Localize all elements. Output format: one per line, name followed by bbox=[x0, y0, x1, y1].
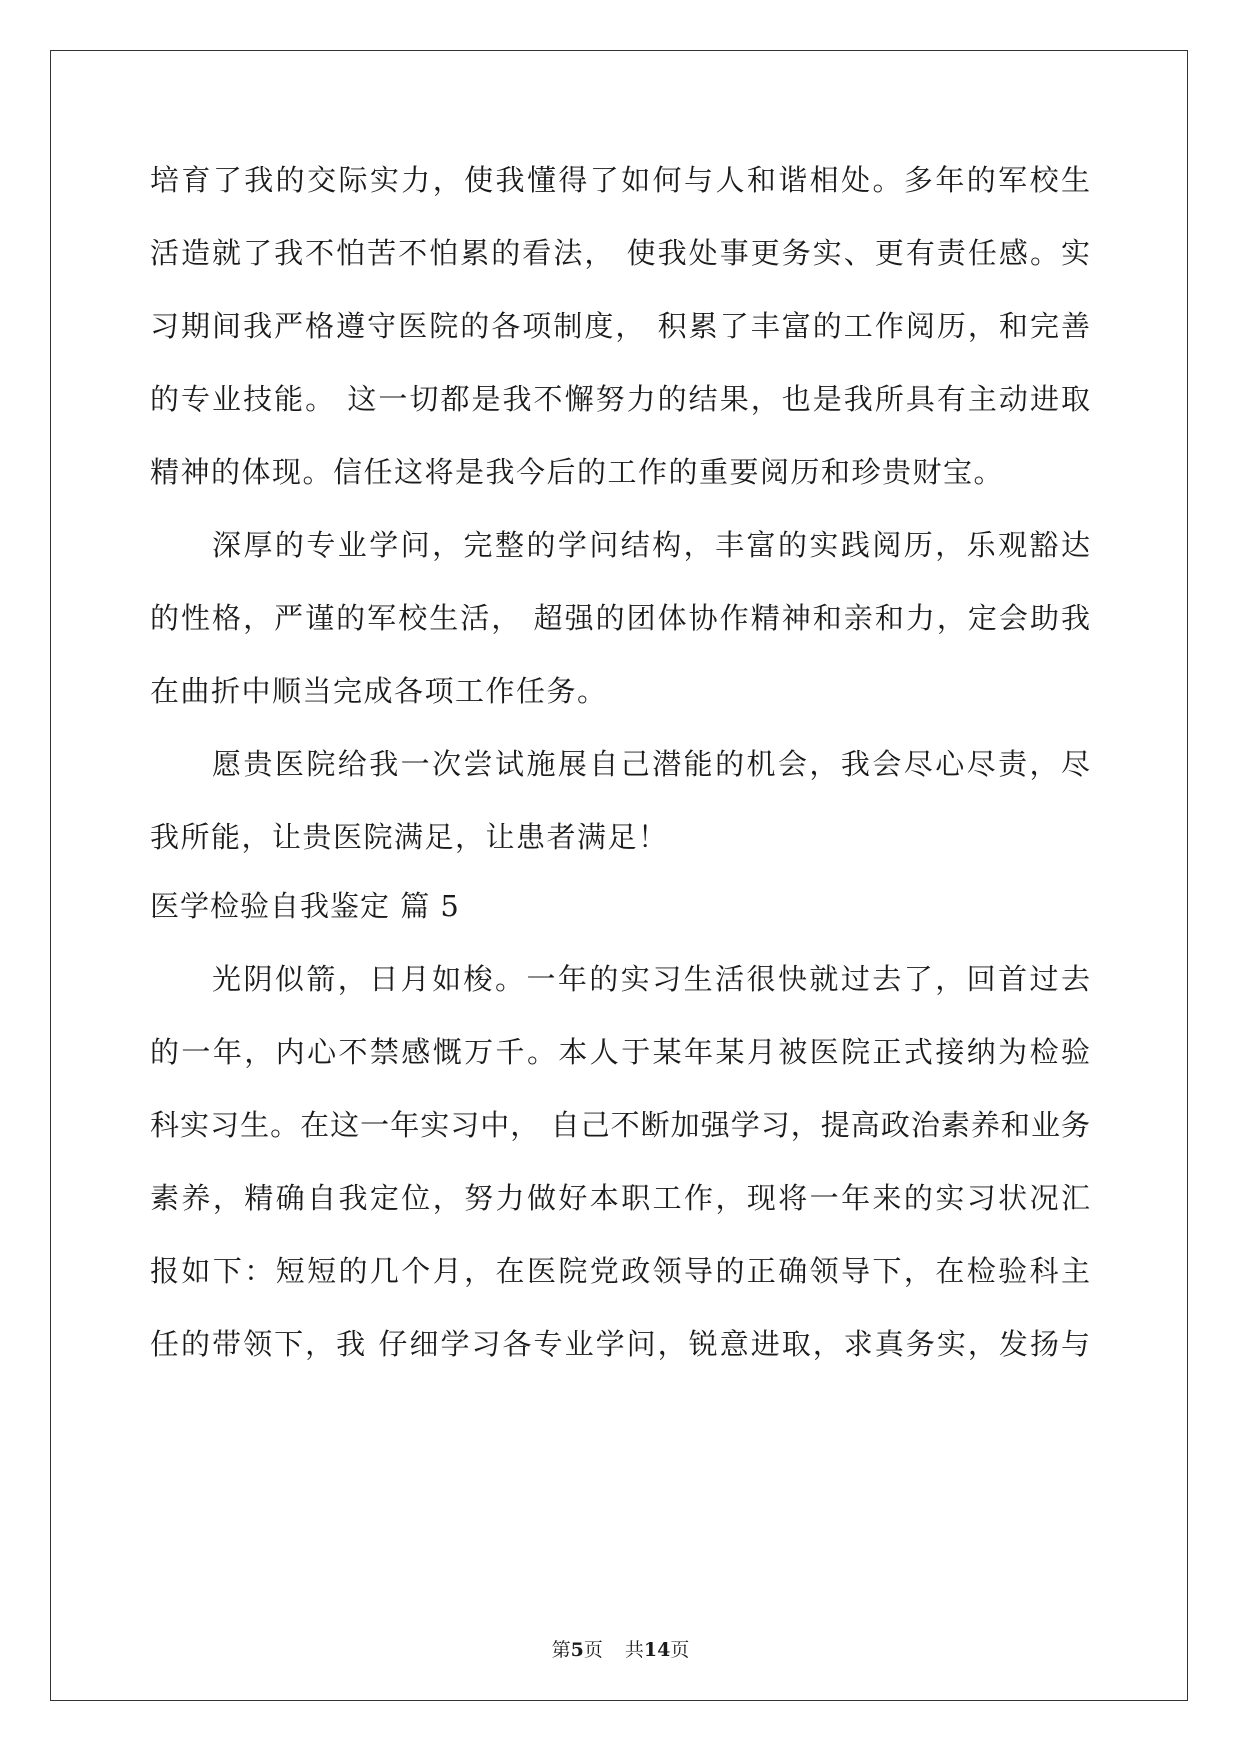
paragraph-line: 的专业技能。 这一切都是我不懈努力的结果，也是我所具有主动进取 bbox=[150, 382, 1090, 416]
paragraph-line: 习期间我严格遵守医院的各项制度， 积累了丰富的工作阅历，和完善 bbox=[150, 309, 1090, 343]
paragraph-line: 的一年，内心不禁感慨万千。本人于某年某月被医院正式接纳为检验 bbox=[150, 1035, 1090, 1069]
paragraph-line: 的性格，严谨的军校生活， 超强的团体协作精神和亲和力，定会助我 bbox=[150, 601, 1090, 635]
page-footer bbox=[0, 1638, 1241, 1662]
paragraph-line: 活造就了我不怕苦不怕累的看法， 使我处事更务实、更有责任感。实 bbox=[150, 236, 1090, 270]
total-prefix: 共 bbox=[624, 1639, 644, 1661]
page-suffix: 页 bbox=[583, 1639, 603, 1661]
paragraph-line: 培育了我的交际实力，使我懂得了如何与人和谐相处。多年的军校生 bbox=[150, 163, 1090, 197]
section-heading: 医学检验自我鉴定 篇 5 bbox=[150, 889, 460, 923]
paragraph-line: 我所能，让贵医院满足，让患者满足！ bbox=[150, 820, 669, 854]
page-prefix: 第 bbox=[551, 1639, 571, 1661]
paragraph-line: 光阴似箭，日月如梭。一年的实习生活很快就过去了，回首过去 bbox=[212, 962, 1090, 996]
total-pages: 14 bbox=[643, 1639, 671, 1661]
paragraph-line: 精神的体现。信任这将是我今后的工作的重要阅历和珍贵财宝。 bbox=[150, 455, 1005, 489]
paragraph-line: 素养，精确自我定位，努力做好本职工作，现将一年来的实习状况汇 bbox=[150, 1181, 1090, 1215]
paragraph-line: 愿贵医院给我一次尝试施展自己潜能的机会，我会尽心尽责，尽 bbox=[212, 747, 1090, 781]
paragraph-line: 深厚的专业学问，完整的学问结构，丰富的实践阅历，乐观豁达 bbox=[212, 528, 1090, 562]
page-number: 5 bbox=[570, 1639, 584, 1661]
paragraph-line: 任的带领下，我 仔细学习各专业学问，锐意进取，求真务实，发扬与 bbox=[150, 1327, 1090, 1361]
page-border bbox=[50, 50, 1188, 1701]
paragraph-line: 报如下：短短的几个月，在医院党政领导的正确领导下，在检验科主 bbox=[150, 1254, 1090, 1288]
total-suffix: 页 bbox=[670, 1639, 690, 1661]
paragraph-line: 科实习生。在这一年实习中， 自己不断加强学习，提高政治素养和业务 bbox=[150, 1108, 1090, 1142]
paragraph-line: 在曲折中顺当完成各项工作任务。 bbox=[150, 674, 608, 708]
